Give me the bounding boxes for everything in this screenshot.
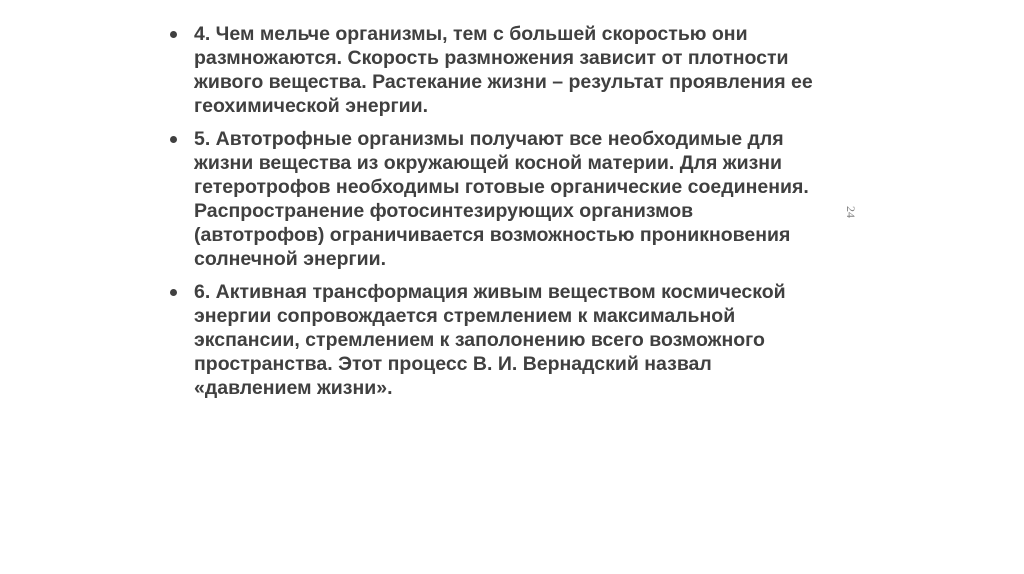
bullet-text: 4. Чем мельче организмы, тем с большей скоростью они размножаются. Скорость размножения зависит от плотности живого вещества. Растекание жизни – результат проявления ее геохимической энергии. (194, 23, 813, 117)
page-number: 24 (844, 206, 858, 218)
bullet-item-5 (164, 127, 854, 271)
bullet-text: 6. Активная трансформация живым веществом космической энергии сопровождается стремлением к максимальной экспансии, стремлением к заполонению всего возможного пространства. Этот процесс В. И. Вернадский назвал «давлением жизни». (194, 281, 786, 399)
bullet-item-4 (164, 22, 854, 118)
bullet-list (164, 22, 854, 409)
bullet-text: 5. Автотрофные организмы получают все необходимые для жизни вещества из окружающей косной материи. Для жизни гетеротрофов необходимы готовые органические соединения. Распространение фотосинтезирующих организмов (автотрофов) ограничивается возможностью проникновения солнечной энергии. (194, 128, 809, 270)
bullet-item-6 (164, 280, 854, 400)
